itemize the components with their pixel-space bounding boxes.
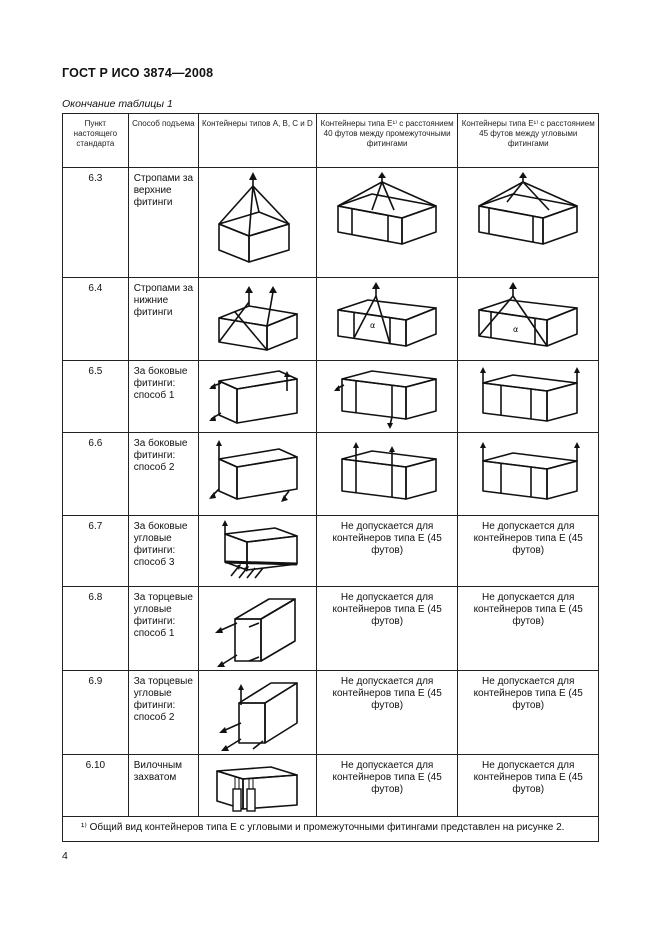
lifting-method: За торцевые угловые фитинги: способ 1 bbox=[128, 587, 198, 671]
table-row bbox=[63, 278, 599, 361]
table-row bbox=[63, 587, 599, 671]
clause-number: 6.7 bbox=[63, 516, 129, 587]
not-allowed-note: Не допускается для контейнеров типа E (45 футов) bbox=[316, 516, 458, 587]
fig-cell bbox=[198, 361, 316, 433]
sling-bottom-e45-figure bbox=[473, 282, 583, 358]
lifting-methods-table bbox=[62, 113, 599, 842]
lifting-method: За торцевые угловые фитинги: способ 2 bbox=[128, 671, 198, 755]
fig-cell bbox=[198, 433, 316, 516]
not-allowed-note: Не допускается для контейнеров типа E (45 футов) bbox=[316, 671, 458, 755]
side-fittings-method-1-e45-figure bbox=[473, 365, 583, 431]
not-allowed-note: Не допускается для контейнеров типа E (45 футов) bbox=[458, 755, 599, 817]
table-row bbox=[63, 755, 599, 817]
end-corner-method-1-figure bbox=[209, 591, 305, 669]
not-allowed-note: Не допускается для контейнеров типа E (45 футов) bbox=[458, 516, 599, 587]
fig-cell bbox=[316, 168, 458, 278]
clause-number: 6.4 bbox=[63, 278, 129, 361]
footnote-row bbox=[63, 817, 599, 842]
forklift-pockets-figure bbox=[209, 759, 305, 815]
clause-number: 6.8 bbox=[63, 587, 129, 671]
table-row bbox=[63, 361, 599, 433]
clause-number: 6.9 bbox=[63, 671, 129, 755]
not-allowed-note: Не допускается для контейнеров типа E (45 футов) bbox=[316, 587, 458, 671]
fig-cell bbox=[316, 361, 458, 433]
fig-cell bbox=[316, 433, 458, 516]
lifting-method: За боковые фитинги: способ 1 bbox=[128, 361, 198, 433]
not-allowed-note: Не допускается для контейнеров типа E (45 футов) bbox=[458, 587, 599, 671]
clause-number: 6.3 bbox=[63, 168, 129, 278]
lifting-method: Вилочным захватом bbox=[128, 755, 198, 817]
fig-cell bbox=[458, 278, 599, 361]
fig-cell bbox=[198, 278, 316, 361]
table-caption: Окончание таблицы 1 bbox=[62, 98, 173, 110]
side-fittings-method-1-e40-figure bbox=[332, 365, 442, 431]
fig-cell bbox=[458, 433, 599, 516]
clause-number: 6.6 bbox=[63, 433, 129, 516]
fig-cell bbox=[198, 587, 316, 671]
not-allowed-note: Не допускается для контейнеров типа E (45 футов) bbox=[458, 671, 599, 755]
col-header-method: Способ подъема bbox=[128, 114, 198, 168]
side-fittings-method-1-figure bbox=[209, 365, 305, 431]
fig-cell bbox=[198, 755, 316, 817]
sling-bottom-e40-figure bbox=[332, 282, 442, 358]
lifting-method: За боковые угловые фитинги: способ 3 bbox=[128, 516, 198, 587]
lifting-method: За боковые фитинги: способ 2 bbox=[128, 433, 198, 516]
fig-cell bbox=[316, 278, 458, 361]
fig-cell bbox=[198, 516, 316, 587]
end-corner-method-2-figure bbox=[209, 675, 305, 753]
fig-cell bbox=[198, 671, 316, 755]
sling-bottom-fittings-figure bbox=[209, 282, 305, 358]
fig-cell bbox=[198, 168, 316, 278]
page-number: 4 bbox=[62, 850, 68, 862]
clause-number: 6.10 bbox=[63, 755, 129, 817]
sling-top-e45-figure bbox=[473, 172, 583, 272]
table-footnote: ¹⁾ Общий вид контейнеров типа E с угловыми и промежуточными фитингами представлен на рисунке 2. bbox=[63, 817, 599, 842]
side-fittings-method-2-figure bbox=[209, 437, 305, 513]
col-header-types-abcd: Контейнеры типов А, В, С и D bbox=[198, 114, 316, 168]
col-header-type-e-45ft: Контейнеры типа E¹⁾ с расстоянием 45 футов между угловыми фитингами bbox=[458, 114, 599, 168]
svg-text:α: α bbox=[513, 325, 519, 334]
side-fittings-method-2-e40-figure bbox=[332, 437, 442, 513]
side-corner-method-3-figure bbox=[209, 520, 305, 584]
table-row bbox=[63, 671, 599, 755]
col-header-type-e-40ft: Контейнеры типа E¹⁾ с расстоянием 40 футов между промежуточными фитингами bbox=[316, 114, 458, 168]
table-row bbox=[63, 433, 599, 516]
table-header-row bbox=[63, 114, 599, 168]
svg-text:α: α bbox=[370, 321, 376, 330]
lifting-method: Стропами за нижние фитинги bbox=[128, 278, 198, 361]
not-allowed-note: Не допускается для контейнеров типа E (45 футов) bbox=[316, 755, 458, 817]
lifting-method: Стропами за верхние фитинги bbox=[128, 168, 198, 278]
sling-top-fittings-figure bbox=[209, 172, 305, 272]
side-fittings-method-2-e45-figure bbox=[473, 437, 583, 513]
col-header-clause: Пункт настоящего стандарта bbox=[63, 114, 129, 168]
document-header: ГОСТ Р ИСО 3874—2008 bbox=[62, 66, 214, 80]
clause-number: 6.5 bbox=[63, 361, 129, 433]
fig-cell bbox=[458, 361, 599, 433]
fig-cell bbox=[458, 168, 599, 278]
table-row bbox=[63, 516, 599, 587]
sling-top-e40-figure bbox=[332, 172, 442, 272]
table-row bbox=[63, 168, 599, 278]
